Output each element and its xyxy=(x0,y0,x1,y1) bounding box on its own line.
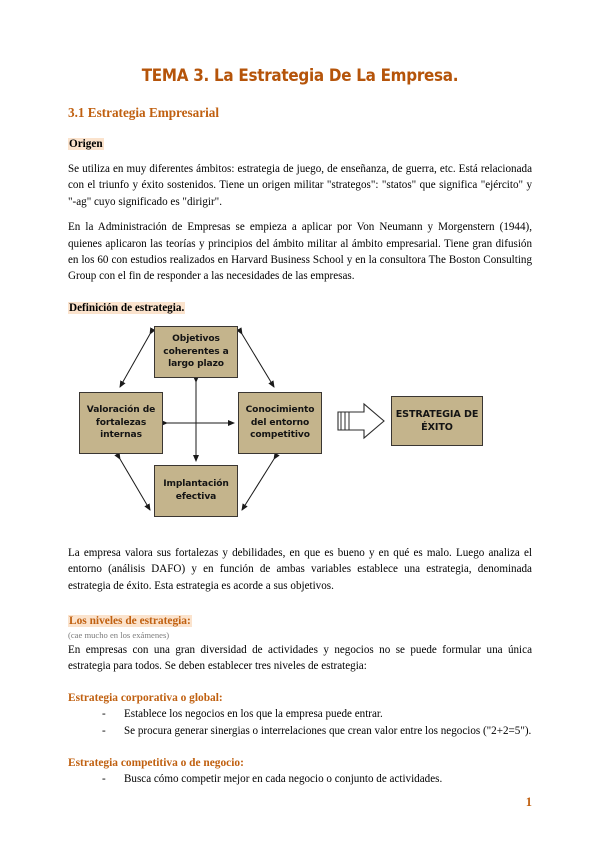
definicion-paragraph: La empresa valora sus fortalezas y debilidades, en que es bueno y en qué es malo. Luego analiza el entorno (análisis DAFO) y en función de ambas variables establece una estrategia, denominada estrategia de éxito. Esta estrategia es acorde a sus objetivos. xyxy=(68,546,532,592)
page-title: TEMA 3. La Estrategia De La Empresa. xyxy=(141,66,459,85)
list-item xyxy=(102,771,532,788)
diagram-box-implantacion xyxy=(154,465,238,517)
list-item-text: Se procura generar sinergias o interrelaciones que crean valor entre los negocios ("2+2=5"). xyxy=(124,724,532,737)
page-number: 1 xyxy=(525,795,532,809)
diagram-box-conocimiento xyxy=(238,392,322,454)
corporativa-section xyxy=(68,692,532,740)
definicion-heading: Definición de estrategia. xyxy=(69,301,185,314)
block-arrow-icon xyxy=(338,404,384,438)
diagram-box-valoracion-label: Valoración de fortalezas internas xyxy=(86,405,156,441)
competitiva-section xyxy=(68,757,532,788)
bullet-dash-icon: - xyxy=(102,772,106,785)
bullet-dash-icon: - xyxy=(102,724,106,737)
strategy-diagram xyxy=(68,324,532,536)
niveles-section xyxy=(68,611,532,675)
list-item xyxy=(102,723,532,740)
definicion-section xyxy=(68,285,532,594)
corporativa-heading: Estrategia corporativa o global: xyxy=(68,691,223,704)
diagram-box-implantacion-label: Implantación efectiva xyxy=(163,479,229,502)
competitiva-heading: Estrategia competitiva o de negocio: xyxy=(68,756,244,769)
origen-heading: Origen xyxy=(69,138,103,150)
diagram-box-estrategia-exito xyxy=(391,396,483,446)
origen-section xyxy=(68,121,532,285)
origen-paragraph-2: En la Administración de Empresas se empieza a aplicar por Von Neumann y Morgenstern (1944), quienes aplicaron las teorías y principios del ámbito militar al ámbito empresarial. Tiene gran difusión en los 60 con estudios realizados en Harvard Business School y en la consultora The Boston Consulting Group con el fin de responder a las necesidades de las empresas. xyxy=(68,221,532,283)
niveles-heading: Los niveles de estrategia: xyxy=(69,615,191,628)
diagram-box-conocimiento-label: Conocimiento del entorno competitivo xyxy=(245,405,315,441)
niveles-note: (cae mucho en los exámenes) xyxy=(68,630,170,641)
page-content xyxy=(68,0,532,788)
diagram-box-objetivos xyxy=(154,326,238,378)
diagram-box-estrategia-exito-label: ESTRATEGIA DE ÉXITO xyxy=(395,408,479,433)
niveles-paragraph: En empresas con una gran diversidad de actividades y negocios no se puede formular una única estrategia para todos. Se deben establecer tres niveles de estrategia: xyxy=(68,644,532,673)
list-item-text: Establece los negocios en los que la empresa puede entrar. xyxy=(124,707,383,720)
list-item xyxy=(102,706,532,723)
diagram-box-objetivos-label: Objetivos coherentes a largo plazo xyxy=(163,334,229,370)
bullet-dash-icon: - xyxy=(102,707,106,720)
diagram-box-valoracion xyxy=(79,392,163,454)
corporativa-bullet-list xyxy=(68,706,532,740)
origen-paragraph-1: Se utiliza en muy diferentes ámbitos: estrategia de juego, de enseñanza, de guerra, etc. Está relacionada con el triunfo y éxito sostenidos. Tiene un origen militar "strategos": "statos" que significa "ejército" y "-ag" cuyo significado es "dirigir". xyxy=(68,163,532,208)
competitiva-bullet-list xyxy=(68,771,532,788)
section-heading: 3.1 Estrategia Empresarial xyxy=(68,105,220,120)
list-item-text: Busca cómo competir mejor en cada negocio o conjunto de actividades. xyxy=(124,772,443,785)
